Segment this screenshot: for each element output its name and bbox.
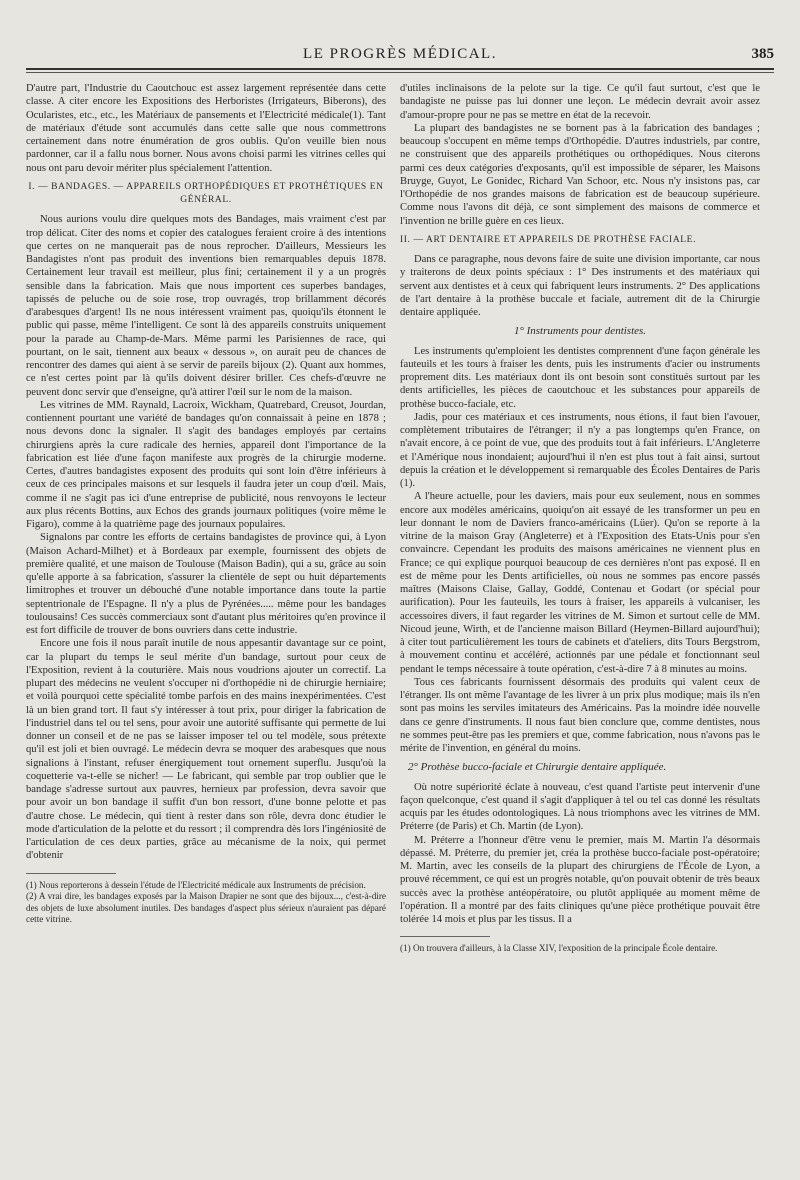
right-column — [400, 82, 760, 955]
paragraph: Tous ces fabricants fournissent désormais des produits qui valent ceux de l'étranger. Ils ont même l'avantage de les livrer à un prix plus modique; mais ils n'en sont pas moins les serviles imitateurs des Américains. Pas la moindre idée nouvelle dans ce genre d'instruments. Il nous faut bien conclure que, comme dentistes, nous ne sommes peut-être pas les premiers et que, comme fabrication, nous n'avons pas le mérite de l'invention, en général du moins. — [400, 676, 760, 754]
header-rule-thin — [26, 72, 774, 73]
running-head — [0, 46, 800, 66]
section-heading: I. — BANDAGES. — APPAREILS ORTHOPÉDIQUES ET PROTHÉTIQUES EN GÉNÉRAL. — [28, 181, 384, 205]
paragraph: D'autre part, l'Industrie du Caoutchouc est assez largement représentée dans cette classe. A citer encore les Expositions des Herboristes (Irrigateurs, Biberons), des Ocularistes, etc., etc., les Matériaux de pansements et l'Electricité médicale(1). Tant de matériaux d'étude sont accumulés dans cette salle que nous commettrons certainement dans notre énumération de gros oublis. Qu'on veuille bien nous pardonner, car il a fallu nous borner. Nous avons choisi parmi les vitrines celles qui nous ont paru devoir mériter plus spécialement l'attention. — [26, 83, 386, 174]
paragraph: Encore une fois il nous paraît inutile de nous appesantir davantage sur ce point, car la plupart du temps le seul mérite d'un bandage, surtout pour ceux de l'Exposition, revient à la couturière. Mais nous voudrions ajouter un correctif. La plupart des médecins ne veulent s'occuper ni d'orthopédie ni de chirurgie herniaire; et voilà pourquoi cette spécialité tombe parfois en des mains inexpérimentées. C'est là un bien grand tort. Il faut s'y intéresser à tout prix, pour diriger la fabrication de l'industriel dans tel ou tel sens, pour avoir une autorité suffisante qui permette de lui donner un conseil et de ne pas se laisser imposer tel ou tel modèle, sous prétexte qu'il est joli et bien ouvragé. Le médecin devra se moquer des arabesques que nous signalions à l'instant, refuser énergiquement tout ornement superflu. Jusqu'où la coquetterie va-t-elle se nicher! — Le fabricant, qui semble par trop oublier que le bandage s'adresse surtout aux pauvres, hernieux par profession, devra savoir que pour avoir un bon bandage il suffit d'un bon ressort, d'une bonne pelotte et pas d'autre chose. Le médecin, qui tient à rester dans son rôle, devra donc étudier le mode d'articulation de la pelotte et du ressort ; il comprendra dès lors l'ingéniosité de l'articulation de ces deux parties, grâce au mécanisme de la noix, qui permet d'obtenir — [26, 638, 386, 862]
footnote: (2) A vrai dire, les bandages exposés par la Maison Drapier ne sont que des bijoux..., c'est-à-dire des objets de luxe absolument inutiles. Des bandages d'aspect plus sérieux n'auraient pas déparé cette vitrine. — [26, 891, 386, 924]
paragraph: Dans ce paragraphe, nous devons faire de suite une division importante, car nous y traiterons de deux points spéciaux : 1° Des instruments et des matériaux qui servent aux dentistes et à ceux qui fabriquent leurs instruments. 2° Des applications de l'art dentaire à la prothèse buccale et faciale, autrement dit de la Chirurgie dentaire appliquée. — [400, 254, 760, 318]
paragraph: Jadis, pour ces matériaux et ces instruments, nous étions, il faut bien l'avouer, complètement tributaires de l'étranger; il n'y a pas longtemps qu'en France, on n'avait encore, à ce point de vue, que des produits tout à fait inférieurs. L'Angleterre et l'Amérique nous inondaient; aujourd'hui il n'en est plus tout à fait ainsi, surtout depuis la création et le développement si remarquable des Écoles Dentaires de Paris (1). — [400, 411, 760, 489]
footnote-rule — [26, 873, 116, 874]
footnote: (1) Nous reporterons à dessein l'étude de l'Electricité médicale aux Instruments de précision. — [26, 879, 366, 890]
paragraph: d'utiles inclinaisons de la pelote sur la tige. Ce qu'il faut surtout, c'est que le bandagiste ne puisse pas lui donner une leçon. Le médecin devrait avoir assez d'amour-propre pour ne pas se mettre en état de la recevoir. — [400, 83, 760, 121]
paragraph: Nous aurions voulu dire quelques mots des Bandages, mais vraiment c'est par trop délicat. Citer des noms et copier des catalogues feraient croire à des intentions que certes on ne manquerait pas de nous reprocher. D'ailleurs, Messieurs les Bandagistes n'ont pas produit des inventions bien remarquables depuis 1878. Certainement leur travail est meilleur, plus fini; certainement il y a un progrès sensible dans la fabrication. Mais que nous importent ces superbes bandages, tapissés de peluche ou de soie rose, trop ouvragés, trop brillamment décorés d'arabesques d'argent! Ils ne nous intéressent vraiment pas, quoiqu'ils étonnent le public qui passe, même l'intelligent. Ce sont là des appareils construits uniquement pour la parade au Champ-de-Mars. Même parmi les Parisiennes de race, qui pourtant, on le sait, tiennent aux beaux « dessous », on aurait peu de chances de rencontrer des dames qui aient à se servir de pareils bijoux (2). Quant aux hommes, ce n'est certes point par là qu'ils doivent désirer briller. Ces chefs-d'œuvre ne peuvent donc servir que d'enseigne, qu'à attirer l'œil sur le nom de la maison. — [26, 214, 386, 398]
subsection-heading: 1° Instruments pour dentistes. — [513, 325, 647, 338]
page-number: 385 — [751, 46, 774, 62]
paragraph: M. Préterre a l'honneur d'être venu le premier, mais M. Martin l'a désormais dépassé. M. Préterre, du premier jet, créa la prothèse bucco-faciale post-opératoire; M. Martin, avec les conseils de la plupart des chirurgiens de l'École de Lyon, a prouvé récemment, ce qui est un progrès notable, qu'on pouvait obtenir de très beaux succès avec la prothèse antéopératoire, ou plutôt appliquée au moment même de l'opération. Il a montré par des faits cliniques qu'une pièce prothétique pouvait être tolérée 14 mois et plus par les tissus. Il a — [400, 834, 760, 925]
paragraph: Où notre supériorité éclate à nouveau, c'est quand l'artiste peut intervenir d'une façon quelconque, c'est quand il s'agit d'appliquer à tel ou tel cas donné les résultats acquis par les études odontologiques. Là nous triomphons avec les vitrines de MM. Préterre (de Paris) et Ch. Martin (de Lyon). — [400, 781, 760, 833]
journal-title: LE PROGRÈS MÉDICAL. — [303, 46, 497, 62]
paragraph: A l'heure actuelle, pour les daviers, mais pour eux seulement, nous en sommes encore aux modèles américains, quoiqu'on ait essayé de les transformer un peu en leur donnant le nom de Daviers franco-américains (Lüer). Qu'on se reporte à la vitrine de la maison Gray (Angleterre) et à l'Exposition des Etats-Unis pour s'en convaincre. Cependant les produits des maisons américaines ne viennent plus en France; ce qui explique pourquoi beaucoup de ces dernières n'ont pas exposé. Il en est de même pour les Dents artificielles, où nous ne sommes pas encore passés maîtres (Maisons Claise, Gallay, Goddé, Contenau et Godart (or spécial pour aurification). Pour les fauteuils, les tours à fraiser, les appareils à vulcaniser, les accessoires divers, il faut regarder les vitrines de M. Simon et surtout celle de MM. Nicoud jeune, Wirth, et de l'ancienne maison Billard (Heymen-Billard aujourd'hui); à citer tout particulièrement les tours de cabinets et d'ateliers, dits Tours Bergstrom, à mouvement continu et accéléré, actionnés par une pédale et fonctionnant seul pendant le temps nécessaire à toute opération, c'est-à-dire 7 à 8 minutes au moins. — [400, 491, 760, 675]
header-rule-thick — [26, 68, 774, 70]
footnote-rule — [400, 936, 490, 937]
paragraph: Signalons par contre les efforts de certains bandagistes de province qui, à Lyon (Maison Achard-Milhet) et à Bordeaux par exemple, fournissent des objets de première qualité, et une maison de Toulouse (Maison Badin), qui a su, grâce au soin qu'elle apporte à sa fabrication, s'assurer la clientèle de sept ou huit départements limitrophes et trouver un débouché d'une notable importance dans toute la partie septentrionale de l'Espagne. Il n'y a plus de Pyrénées..... même pour les bandages toulousains! Ces succès commerciaux sont d'autant plus méritoires qu'en province il est fort difficile de trouver de bons ouvriers dans cette industrie. — [26, 532, 386, 636]
left-column — [26, 82, 386, 926]
section-heading: II. — ART DENTAIRE ET APPAREILS DE PROTHÈSE FACIALE. — [400, 234, 697, 245]
footnote: (1) On trouvera d'ailleurs, à la Classe XIV, l'exposition de la principale École dentaire. — [400, 943, 718, 954]
paragraph: La plupart des bandagistes ne se bornent pas à la fabrication des bandages ; beaucoup s'occupent en même temps d'Orthopédie. D'autres industriels, par contre, ne construisent que des appareils prothétiques ou orthopédiques. Nous citerons parmi ces deux catégories d'exposants, qu'il est impossible de séparer, les Maisons Bruyge, Guyot, Le Gonidec, Richard Van Schoor, etc. Nous n'y insistons pas, car l'Orthopédie de nos grandes maisons de fabrication est de beaucoup supérieure. Comme nous l'avons dit déjà, ce sont simplement des maisons de commerce et l'invention ne brille guère en ces lieux. — [400, 122, 760, 227]
paragraph: Les vitrines de MM. Raynald, Lacroix, Wickham, Quatrebard, Creusot, Jourdan, contiennent pourtant une variété de bandages qu'on connaissait à peine en 1878 ; nous devons donc la signaler. Il s'agit des bandages employés par certains chirurgiens après la cure radicale des hernies, appareil dont l'importance de la fabrication est liée d'une façon manifeste aux progrès de la chirurgie moderne. Certes, d'autres bandagistes exposent des produits qui sont loin d'être inférieurs à ceux de ces principales maisons et sur lesquels il faudra jeter un coup d'œil. Mais, comme il ne s'agit pas ici d'une entreprise de publicité, nous renvoyons le lecteur aux plus récents Bottins, aux Echos des grands journaux politiques (voire même le Figaro), comme à la quatrième page des journaux populaires. — [26, 399, 386, 530]
paragraph: Les instruments qu'emploient les dentistes comprennent d'une façon générale les fauteuils et les tours à fraiser les dents, puis les instruments d'acier ou instruments proprement dits. Les matériaux dont ils ont besoin sont constitués surtout par les dents artificielles, les pièces de caoutchouc et les substances pour appareils de prothèse bucco-faciale, etc. — [400, 345, 760, 410]
subsection-heading: 2° Prothèse bucco-faciale et Chirurgie dentaire appliquée. — [408, 761, 667, 774]
